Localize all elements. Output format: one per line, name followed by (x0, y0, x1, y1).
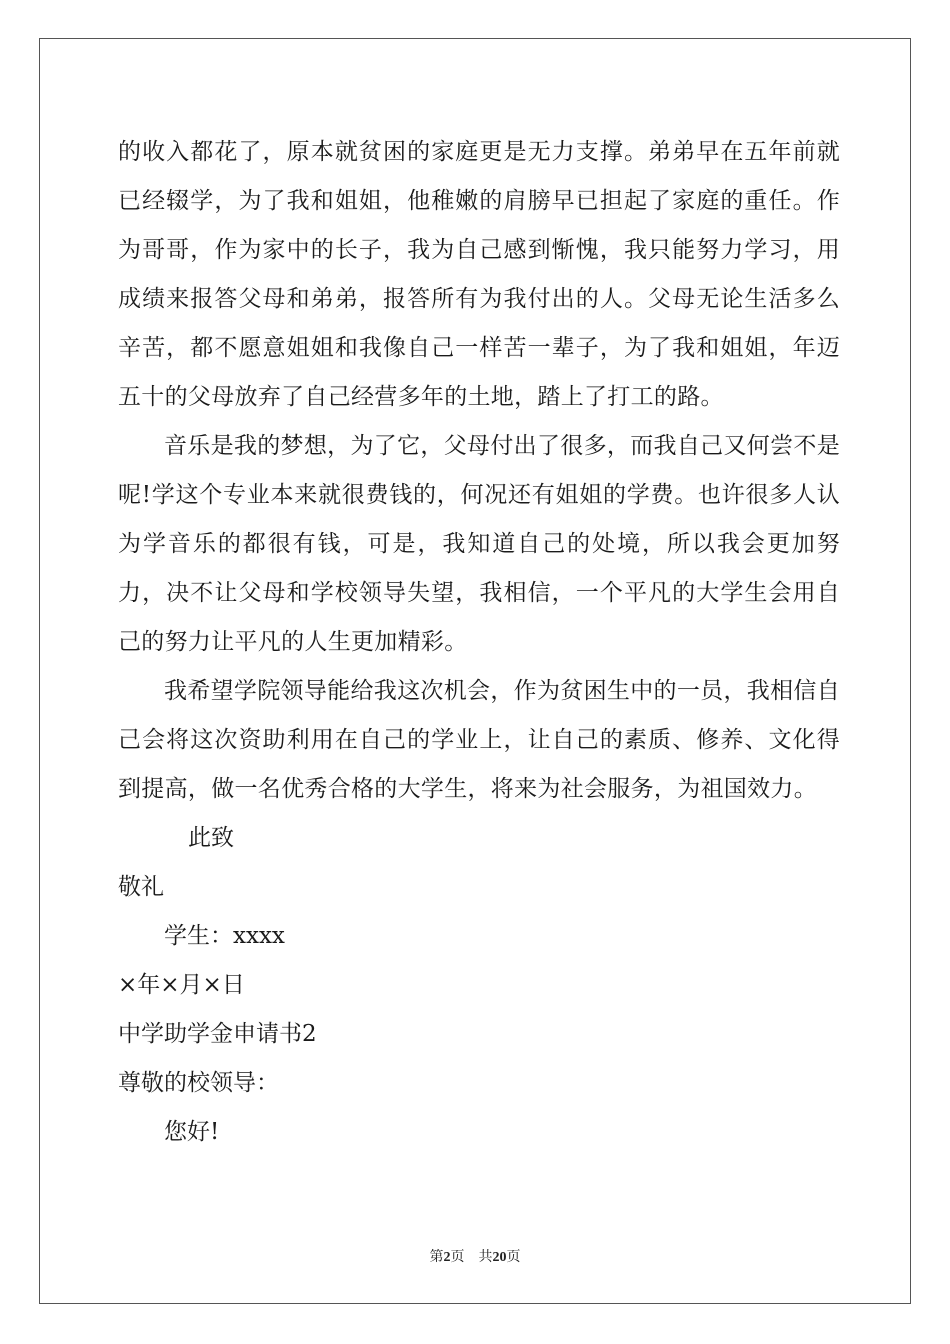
page-total: 20 (492, 1250, 507, 1265)
paragraph-3: 我希望学院领导能给我这次机会，作为贫困生中的一员，我相信自己会将这次资助利用在自己的学业上，让自己的素质、修养、文化得到提高，做一名优秀合格的大学生，将来为社会服务，为祖国效力。 (118, 678, 840, 802)
total-suffix: 页 (506, 1250, 521, 1265)
total-prefix: 共 (478, 1250, 493, 1265)
page-current: 2 (443, 1250, 451, 1265)
paragraph-1: 的收入都花了，原本就贫困的家庭更是无力支撑。弟弟早在五年前就已经辍学，为了我和姐姐，他稚嫩的肩膀早已担起了家庭的重任。作为哥哥，作为家中的长子，我为自己感到惭愧，我只能努力学习，用成绩来报答父母和弟弟，报答所有为我付出的人。父母无论生活多么辛苦，都不愿意姐姐和我像自己一样苦一辈子，为了我和姐姐，年迈五十的父母放弃了自己经营多年的土地，踏上了打工的路。 (118, 139, 840, 410)
next-letter-title: 中学助学金申请书2 (118, 1021, 317, 1047)
salute-text: 敬礼 (118, 874, 164, 900)
page-footer (0, 1246, 950, 1266)
date-text: ×年×月×日 (118, 972, 245, 998)
next-letter-greeting: 尊敬的校领导： (118, 1070, 279, 1096)
document-body (118, 128, 840, 1157)
next-letter-hello: 您好! (164, 1119, 220, 1145)
closing-text: 此致 (188, 825, 234, 851)
signature-text: 学生：xxxx (164, 923, 285, 949)
page-prefix: 第 (429, 1250, 444, 1265)
page-suffix: 页 (450, 1250, 465, 1265)
paragraph-2: 音乐是我的梦想，为了它，父母付出了很多，而我自己又何尝不是呢!学这个专业本来就很费钱的，何况还有姐姐的学费。也许很多人认为学音乐的都很有钱，可是，我知道自己的处境，所以我会更加努力，决不让父母和学校领导失望，我相信，一个平凡的大学生会用自己的努力让平凡的人生更加精彩。 (118, 433, 840, 655)
